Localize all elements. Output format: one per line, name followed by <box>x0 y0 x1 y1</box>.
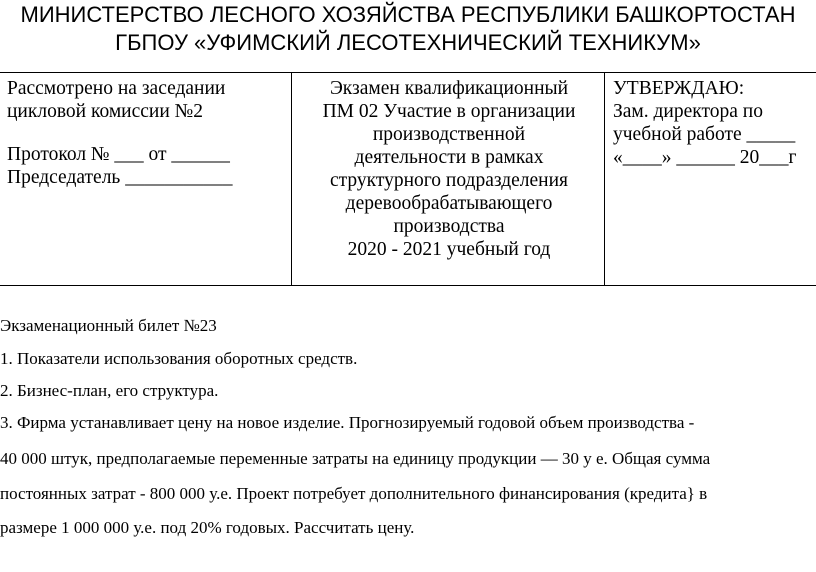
approval-table <box>0 72 816 286</box>
college-title: ГБПОУ «УФИМСКИЙ ЛЕСОТЕХНИЧЕСКИЙ ТЕХНИКУМ» <box>115 30 701 55</box>
chairman-line: Председатель ___________ <box>7 167 233 188</box>
date-line: «____» ______ 20___г <box>613 147 797 168</box>
exam-line-2: ПМ 02 Участие в организации <box>322 101 576 122</box>
ticket-title: Экзаменационный билет №23 <box>0 316 217 335</box>
commission-line-1: Рассмотрено на заседании <box>7 78 226 99</box>
deputy-line-1: Зам. директора по <box>613 101 763 122</box>
ministry-title: МИНИСТЕРСТВО ЛЕСНОГО ХОЗЯЙСТВА РЕСПУБЛИКИ БАШКОРТОСТАН <box>20 2 796 27</box>
approve-heading: УТВЕРЖДАЮ: <box>613 78 745 99</box>
question-3-line-1: 3. Фирма устанавливает цену на новое изделие. Прогнозируемый годовой объем производства - <box>0 413 695 432</box>
protocol-line: Протокол № ___ от ______ <box>7 144 230 165</box>
question-1: 1. Показатели использования оборотных средств. <box>0 349 358 368</box>
commission-cell <box>0 73 292 286</box>
question-3-line-4: размере 1 000 000 у.е. под 20% годовых. Рассчитать цену. <box>0 518 415 537</box>
exam-line-7: производства <box>393 216 505 237</box>
exam-line-3: производственной <box>372 124 526 145</box>
exam-line-4: деятельности в рамках <box>354 147 544 168</box>
approval-cell <box>605 73 816 286</box>
exam-line-5: структурного подразделения <box>329 170 569 191</box>
question-2: 2. Бизнес-план, его структура. <box>0 381 219 400</box>
question-3-line-3: постоянных затрат - 800 000 у.е. Проект потребует дополнительного финансирования (кредита} в <box>0 484 708 503</box>
deputy-line-2: учебной работе _____ <box>613 124 796 145</box>
spacer <box>7 123 285 143</box>
academic-year: 2020 - 2021 учебный год <box>347 239 551 260</box>
commission-line-2: цикловой комиссии №2 <box>7 101 204 122</box>
question-3-line-2: 40 000 штук, предполагаемые переменные затраты на единицу продукции — 30 у е. Общая сумма <box>0 449 711 468</box>
exam-line-6: деревообрабатывающего <box>345 193 553 214</box>
exam-line-1: Экзамен квалификационный <box>329 78 569 99</box>
exam-info-cell <box>292 73 605 286</box>
approval-table-row <box>0 73 816 286</box>
